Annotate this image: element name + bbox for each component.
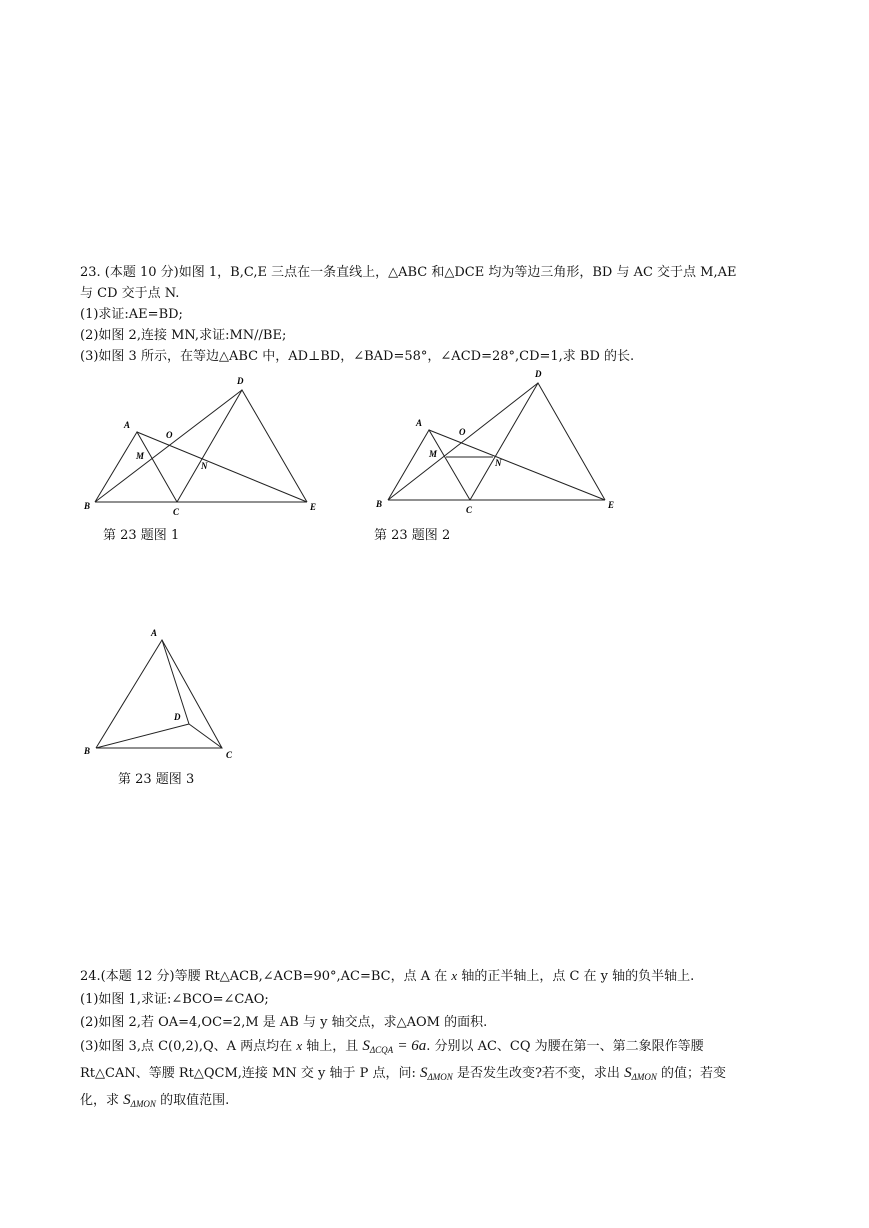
q24-line1: 24.(本题 12 分)等腰 Rt△ACB,∠ACB=90°,AC=BC，点 A 在 x 轴的正半轴上，点 C 在 y 轴的负半轴上. (80, 968, 695, 984)
fig1-label-c: C (173, 507, 180, 517)
q23-part1: (1)求证:AE=BD; (80, 307, 183, 322)
q24-part1: (1)如图 1,求证:∠BCO=∠CAO; (80, 992, 269, 1007)
fig3-label-b: B (84, 746, 91, 756)
fig3-label-a: A (151, 628, 158, 638)
q23-part3: (3)如图 3 所示，在等边△ABC 中，AD⊥BD，∠BAD=58°，∠ACD=28°,CD=1,求 BD 的长. (80, 349, 635, 364)
fig2-label-d: D (535, 369, 542, 379)
q23-caption-3: 第 23 题图 3 (118, 772, 195, 787)
fig1-label-m: M (136, 451, 145, 461)
fig2-label-o: O (459, 427, 466, 437)
fig2-label-b: B (376, 499, 383, 509)
fig2-label-n: N (495, 458, 502, 468)
fig3-line-bd (96, 724, 189, 748)
fig3-label-c: C (226, 750, 233, 760)
fig1-label-e: E (310, 502, 317, 512)
fig3-line-cd (189, 724, 222, 748)
q24-part3-line1: (3)如图 3,点 C(0,2),Q、A 两点均在 x 轴上，且 $S_{\Delta CQA} = 6a$. 分别以 AC、CQ 为腰在第一、第二象限作等腰 (80, 1038, 704, 1055)
fig1-label-b: B (84, 501, 91, 511)
fig2-label-a: A (416, 418, 423, 428)
q24-part2: (2)如图 2,若 OA=4,OC=2,M 是 AB 与 y 轴交点，求△AOM 的面积. (80, 1015, 488, 1030)
fig2-label-e: E (608, 500, 615, 510)
fig2-label-m: M (429, 449, 438, 459)
q23-part2: (2)如图 2,连接 MN,求证:MN//BE; (80, 328, 287, 343)
q23-caption-2: 第 23 题图 2 (374, 528, 451, 543)
q23-line1: 23. (本题 10 分)如图 1，B,C,E 三点在一条直线上，△ABC 和△DCE 均为等边三角形，BD 与 AC 交于点 M,AE (80, 265, 737, 280)
q24-part3-line2: Rt△CAN、等腰 Rt△QCM,连接 MN 交 y 轴于 P 点，问: $S_{\Delta MON}$ 是否发生改变?若不变，求出 $S_{\Delta MON}$ 的值；若变 (80, 1065, 727, 1082)
fig1-label-n: N (201, 461, 208, 471)
q23-caption-1: 第 23 题图 1 (103, 528, 180, 543)
q23-line2: 与 CD 交于点 N. (80, 286, 180, 301)
q24-part3-line3: 化，求 $S_{\Delta MON}$ 的取值范围. (80, 1092, 230, 1109)
q24-text (80, 964, 792, 1116)
fig1-label-d: D (237, 376, 244, 386)
fig3-label-d: D (174, 712, 181, 722)
fig1-label-a: A (124, 420, 131, 430)
fig1-label-o: O (166, 430, 173, 440)
fig2-label-c: C (466, 505, 473, 515)
